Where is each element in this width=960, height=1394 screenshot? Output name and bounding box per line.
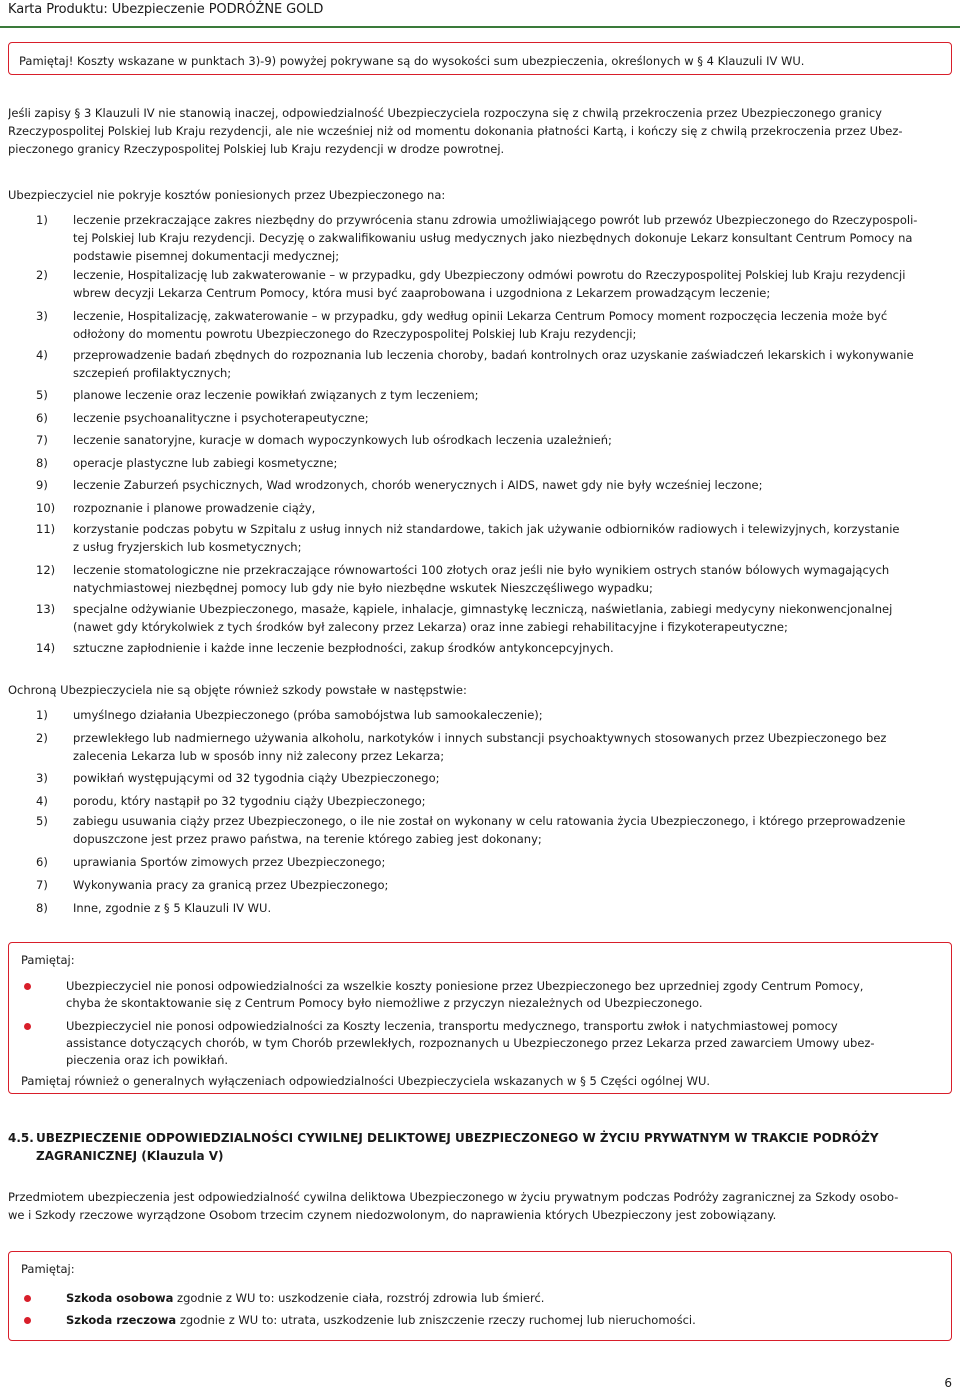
list-item-line: natychmiastowej niezbędnej pomocy lub gdy nie było niezbędne wskutek Nieszczęśliwego wypadku;	[73, 581, 653, 595]
list-item-number: 5)	[36, 814, 48, 828]
list-item-number: 7)	[36, 433, 48, 447]
list-item-line: (nawet gdy którykolwiek z tych środków był zalecony przez Lekarza) oraz inne zabiegi rehabilitacyjne i fizykoterapeutyczne;	[73, 620, 788, 634]
list-item-line: tej Polskiej lub Kraju rezydencji. Decyzję o zakwalifikowaniu usług medycznych jako niezbędnych dokonuje Lekarz konsultant Centrum Pomocy na	[73, 231, 913, 245]
definition-term: Szkoda rzeczowa	[66, 1313, 177, 1327]
section-title-line: UBEZPIECZENIE ODPOWIEDZIALNOŚCI CYWILNEJ DELIKTOWEJ UBEZPIECZONEGO W ŻYCIU PRYWATNYM W TRAKCIE PODRÓŻY	[36, 1131, 879, 1145]
list-item-number: 1)	[36, 708, 48, 722]
list-item-line: leczenie psychoanalityczne i psychoterapeutyczne;	[73, 411, 369, 425]
list-item-line: zabiegu usuwania ciąży przez Ubezpieczonego, o ile nie został on wykonany w celu ratowania życia Ubezpieczonego, i którego przeprowadzenie	[73, 814, 906, 828]
list-item-line: przewlekłego lub nadmiernego używania alkoholu, narkotyków i innych substancji psychoaktywnych stosowanych przez Ubezpieczonego bez	[73, 731, 887, 745]
bullet-line: Ubezpieczyciel nie ponosi odpowiedzialności za wszelkie koszty poniesione przez Ubezpieczonego bez uprzedniej zgody Centrum Pomocy,	[66, 979, 864, 993]
section-title-line: ZAGRANICZNEJ (Klauzula V)	[36, 1149, 224, 1163]
list-item-line: leczenie, Hospitalizację lub zakwaterowanie – w przypadku, gdy Ubezpieczony odmówi powrotu do Rzeczypospolitej Polskiej lub Kraju rezydencji	[73, 268, 906, 282]
paragraph-line: pieczonego granicy Rzeczypospolitej Polskiej lub Kraju rezydencji w drodze powrotnej.	[8, 142, 505, 156]
list-item-number: 9)	[36, 478, 48, 492]
list-item-number: 1)	[36, 213, 48, 227]
note-box-remember	[8, 942, 952, 1094]
list-item-line: leczenie Zaburzeń psychicznych, Wad wrodzonych, chorób wenerycznych i AIDS, nawet gdy nie były wcześniej leczone;	[73, 478, 763, 492]
note-box-title: Pamiętaj:	[21, 1262, 75, 1276]
list-item-line: Inne, zgodnie z § 5 Klauzuli IV WU.	[73, 901, 272, 915]
list-item-line: dopuszczone jest przez prawo państwa, na terenie którego zabieg jest dokonany;	[73, 832, 542, 846]
bullet-line: chyba że skontaktowanie się z Centrum Pomocy było niemożliwe z przyczyn niezależnych od Ubezpieczonego.	[66, 996, 703, 1010]
bullet-line: Ubezpieczyciel nie ponosi odpowiedzialności za Koszty leczenia, transportu medycznego, transportu zwłok i natychmiastowej pomocy	[66, 1019, 838, 1033]
bullet-line: assistance dotyczących chorób, w tym Chorób przewlekłych, rozpoznanych u Ubezpieczonego przez Lekarza przed zawarciem Umowy ubez-	[66, 1036, 875, 1050]
list-item-number: 5)	[36, 388, 48, 402]
list-item-number: 4)	[36, 348, 48, 362]
list-item-line: leczenie przekraczające zakres niezbędny do przywrócenia stanu zdrowia umożliwiającego powrót lub przewóz Ubezpieczonego do Rzeczypospoli-	[73, 213, 918, 227]
bullet-icon	[24, 1023, 31, 1030]
bullet-icon	[24, 1317, 31, 1324]
list-item-line: leczenie stomatologiczne nie przekraczające równowartości 100 złotych oraz jeśli nie było wynikiem ostrych stanów bólowych wymagających	[73, 563, 890, 577]
list-item-line: przeprowadzenie badań zbędnych do rozpoznania lub leczenia choroby, badań kontrolnych oraz uzyskanie zaświadczeń lekarskich i wykonywanie	[73, 348, 914, 362]
list-item-line: umyślnego działania Ubezpieczonego (próba samobójstwa lub samookaleczenie);	[73, 708, 543, 722]
list-item-line: operacje plastyczne lub zabiegi kosmetyczne;	[73, 456, 338, 470]
list-item-line: podstawie pisemnej dokumentacji medycznej;	[73, 249, 340, 263]
page-number: 6	[944, 1376, 952, 1390]
list-item-number: 7)	[36, 878, 48, 892]
list-item-line: leczenie sanatoryjne, kuracje w domach wypoczynkowych lub ośrodkach leczenia uzależnień;	[73, 433, 612, 447]
bullet-icon	[24, 983, 31, 990]
list-item-line: powikłań występującymi od 32 tygodnia ciąży Ubezpieczonego;	[73, 771, 440, 785]
bullet-icon	[24, 1295, 31, 1302]
list-item-line: wbrew decyzji Lekarza Centrum Pomocy, która musi być zaaprobowana i uzgodniona z Lekarzem prowadzącym leczenie;	[73, 286, 771, 300]
list-item-number: 12)	[36, 563, 56, 577]
list-item-number: 6)	[36, 411, 48, 425]
list-item-number: 13)	[36, 602, 56, 616]
list-item-line: odłożony do momentu powrotu Ubezpieczonego do Rzeczypospolitej Polskiej lub Kraju rezydencji;	[73, 327, 637, 341]
exclusions-intro: Ubezpieczyciel nie pokryje kosztów poniesionych przez Ubezpieczonego na:	[8, 188, 446, 202]
definition-text: zgodnie z WU to: uszkodzenie ciała, rozstrój zdrowia lub śmierć.	[173, 1291, 545, 1305]
list-item-line: planowe leczenie oraz leczenie powikłań związanych z tym leczeniem;	[73, 388, 479, 402]
note-box-title: Pamiętaj:	[21, 953, 75, 967]
paragraph-line: Jeśli zapisy § 3 Klauzuli IV nie stanowią inaczej, odpowiedzialność Ubezpieczyciela rozpoczyna się z chwilą przekroczenia przez Ubezpieczonego granicy	[8, 106, 882, 120]
list-item-number: 10)	[36, 501, 56, 515]
paragraph-line: Rzeczypospolitej Polskiej lub Kraju rezydencji, ale nie wcześniej niż od momentu dokonania płatności Kartą, i kończy się z chwilą przekroczenia przez Ubez-	[8, 124, 903, 138]
list-item-line: leczenie, Hospitalizację, zakwaterowanie – w przypadku, gdy według opinii Lekarza Centrum Pomocy moment rozpoczęcia leczenia może być	[73, 309, 888, 323]
note-box-costs	[8, 42, 952, 75]
list-item-number: 2)	[36, 268, 48, 282]
note-box-footer: Pamiętaj również o generalnych wyłączeniach odpowiedzialności Ubezpieczyciela wskazanych w § 5 Części ogólnej WU.	[21, 1074, 711, 1088]
list-item-line: uprawiania Sportów zimowych przez Ubezpieczonego;	[73, 855, 386, 869]
list-item-number: 8)	[36, 456, 48, 470]
liability-start-paragraph	[8, 104, 952, 158]
list-item-line: porodu, który nastąpił po 32 tygodniu ciąży Ubezpieczonego;	[73, 794, 426, 808]
section-number: 4.5.	[8, 1131, 34, 1145]
paragraph-line: Przedmiotem ubezpieczenia jest odpowiedzialność cywilna deliktowa Ubezpieczonego w życiu prywatnym podczas Podróży zagranicznej za Szkody osobo-	[8, 1190, 899, 1204]
definition-text: zgodnie z WU to: utrata, uszkodzenie lub zniszczenie rzeczy ruchomej lub nieruchomości.	[176, 1313, 696, 1327]
list-item-line: specjalne odżywianie Ubezpieczonego, masaże, kąpiele, inhalacje, gimnastykę leczniczą, naświetlania, zabiegi medycyny niekonwencjonalnej	[73, 602, 893, 616]
list-item-number: 6)	[36, 855, 48, 869]
list-item-number: 11)	[36, 522, 56, 536]
list-item-line: z usług fryzjerskich lub kosmetycznych;	[73, 540, 302, 554]
list-item-line: korzystanie podczas pobytu w Szpitalu z usług innych niż standardowe, takich jak używanie odbiorników radiowych i telewizyjnych, korzystanie	[73, 522, 900, 536]
list-item-number: 3)	[36, 309, 48, 323]
list-item-line: zalecenia Lekarza lub w sposób inny niż zalecony przez Lekarza;	[73, 749, 445, 763]
list-item-line: szczepień profilaktycznych;	[73, 366, 232, 380]
section-body	[8, 1188, 952, 1224]
list-item-line: sztuczne zapłodnienie i każde inne leczenie bezpłodności, zakup środków antykoncepcyjnych.	[73, 641, 614, 655]
list-item-number: 3)	[36, 771, 48, 785]
note-box-costs-text: Pamiętaj! Koszty wskazane w punktach 3)-9) powyżej pokrywane są do wysokości sum ubezpieczenia, określonych w § 4 Klauzuli IV WU.	[19, 54, 805, 68]
bullet-line: pieczenia oraz ich powikłań.	[66, 1053, 229, 1067]
header-divider	[0, 26, 960, 28]
list-item-number: 4)	[36, 794, 48, 808]
paragraph-line: we i Szkody rzeczowe wyrządzone Osobom trzecim czynem niedozwolonym, do naprawienia których Ubezpieczony jest zobowiązany.	[8, 1208, 777, 1222]
exclusions-damage-intro: Ochroną Ubezpieczyciela nie są objęte również szkody powstałe w następstwie:	[8, 683, 467, 697]
definition-term: Szkoda osobowa	[66, 1291, 174, 1305]
list-item-number: 2)	[36, 731, 48, 745]
list-item-line: rozpoznanie i planowe prowadzenie ciąży,	[73, 501, 316, 515]
page-header-title: Karta Produktu: Ubezpieczenie PODRÓŻNE GOLD	[8, 2, 324, 17]
list-item-number: 8)	[36, 901, 48, 915]
list-item-line: Wykonywania pracy za granicą przez Ubezpieczonego;	[73, 878, 389, 892]
list-item-number: 14)	[36, 641, 56, 655]
note-box-damage-definitions	[8, 1251, 952, 1341]
